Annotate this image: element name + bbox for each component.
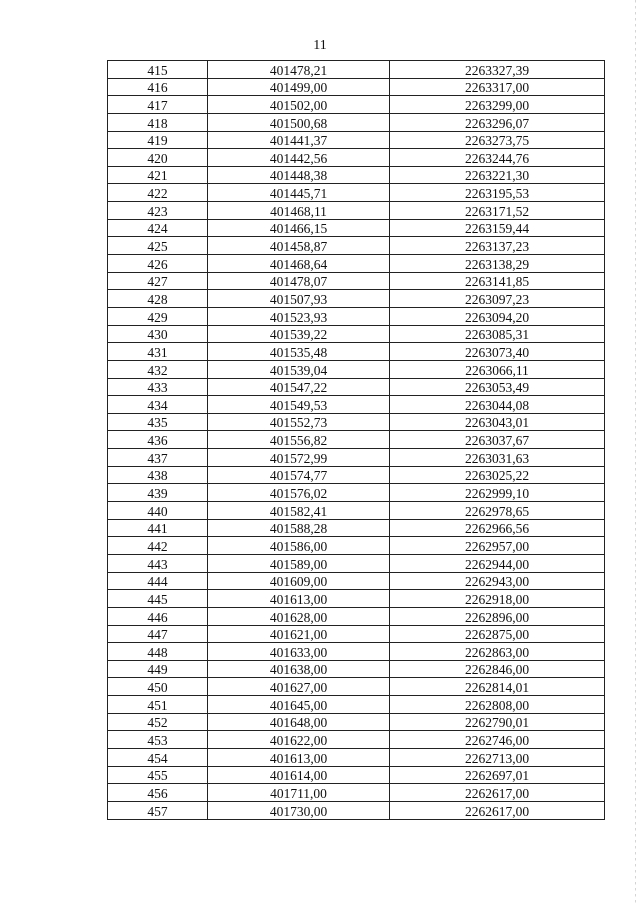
- table-row: [108, 272, 605, 290]
- table-row: [108, 78, 605, 96]
- table-row: [108, 554, 605, 572]
- x-coordinate-cell: 401633,00: [208, 643, 390, 661]
- x-coordinate-cell: 401621,00: [208, 625, 390, 643]
- y-coordinate-cell: 2263043,01: [390, 413, 605, 431]
- table-row: [108, 625, 605, 643]
- point-number-cell: 425: [108, 237, 208, 255]
- x-coordinate-cell: 401502,00: [208, 96, 390, 114]
- x-coordinate-cell: 401445,71: [208, 184, 390, 202]
- table-row: [108, 255, 605, 273]
- point-number-cell: 446: [108, 607, 208, 625]
- point-number-cell: 427: [108, 272, 208, 290]
- x-coordinate-cell: 401547,22: [208, 378, 390, 396]
- x-coordinate-cell: 401628,00: [208, 607, 390, 625]
- x-coordinate-cell: 401711,00: [208, 784, 390, 802]
- y-coordinate-cell: 2262863,00: [390, 643, 605, 661]
- table-row: [108, 484, 605, 502]
- point-number-cell: 429: [108, 307, 208, 325]
- x-coordinate-cell: 401576,02: [208, 484, 390, 502]
- y-coordinate-cell: 2263073,40: [390, 343, 605, 361]
- x-coordinate-cell: 401622,00: [208, 731, 390, 749]
- x-coordinate-cell: 401638,00: [208, 660, 390, 678]
- x-coordinate-cell: 401589,00: [208, 554, 390, 572]
- x-coordinate-cell: 401499,00: [208, 78, 390, 96]
- point-number-cell: 418: [108, 113, 208, 131]
- y-coordinate-cell: 2262944,00: [390, 554, 605, 572]
- table-row: [108, 572, 605, 590]
- table-row: [108, 61, 605, 79]
- point-number-cell: 428: [108, 290, 208, 308]
- table-row: [108, 660, 605, 678]
- table-row: [108, 396, 605, 414]
- x-coordinate-cell: 401645,00: [208, 696, 390, 714]
- y-coordinate-cell: 2262978,65: [390, 502, 605, 520]
- y-coordinate-cell: 2263025,22: [390, 466, 605, 484]
- x-coordinate-cell: 401441,37: [208, 131, 390, 149]
- table-row: [108, 202, 605, 220]
- x-coordinate-cell: 401586,00: [208, 537, 390, 555]
- x-coordinate-cell: 401468,64: [208, 255, 390, 273]
- x-coordinate-cell: 401614,00: [208, 766, 390, 784]
- y-coordinate-cell: 2263296,07: [390, 113, 605, 131]
- y-coordinate-cell: 2262918,00: [390, 590, 605, 608]
- point-number-cell: 453: [108, 731, 208, 749]
- table-row: [108, 678, 605, 696]
- point-number-cell: 432: [108, 360, 208, 378]
- y-coordinate-cell: 2263094,20: [390, 307, 605, 325]
- x-coordinate-cell: 401507,93: [208, 290, 390, 308]
- page-number: 11: [313, 38, 327, 53]
- y-coordinate-cell: 2263138,29: [390, 255, 605, 273]
- table-row: [108, 643, 605, 661]
- table-row: [108, 748, 605, 766]
- point-number-cell: 447: [108, 625, 208, 643]
- table-row: [108, 607, 605, 625]
- x-coordinate-cell: 401613,00: [208, 590, 390, 608]
- x-coordinate-cell: 401539,04: [208, 360, 390, 378]
- point-number-cell: 434: [108, 396, 208, 414]
- y-coordinate-cell: 2263195,53: [390, 184, 605, 202]
- point-number-cell: 456: [108, 784, 208, 802]
- y-coordinate-cell: 2262808,00: [390, 696, 605, 714]
- x-coordinate-cell: 401572,99: [208, 449, 390, 467]
- x-coordinate-cell: 401539,22: [208, 325, 390, 343]
- point-number-cell: 457: [108, 801, 208, 819]
- x-coordinate-cell: 401588,28: [208, 519, 390, 537]
- point-number-cell: 438: [108, 466, 208, 484]
- y-coordinate-cell: 2262875,00: [390, 625, 605, 643]
- point-number-cell: 444: [108, 572, 208, 590]
- y-coordinate-cell: 2263044,08: [390, 396, 605, 414]
- y-coordinate-cell: 2262617,00: [390, 801, 605, 819]
- x-coordinate-cell: 401574,77: [208, 466, 390, 484]
- table-row: [108, 784, 605, 802]
- table-row: [108, 325, 605, 343]
- table-row: [108, 713, 605, 731]
- point-number-cell: 435: [108, 413, 208, 431]
- point-number-cell: 415: [108, 61, 208, 79]
- point-number-cell: 455: [108, 766, 208, 784]
- point-number-cell: 449: [108, 660, 208, 678]
- y-coordinate-cell: 2263159,44: [390, 219, 605, 237]
- table-row: [108, 696, 605, 714]
- point-number-cell: 439: [108, 484, 208, 502]
- table-row: [108, 184, 605, 202]
- coordinates-table-body: [108, 61, 605, 820]
- point-number-cell: 431: [108, 343, 208, 361]
- y-coordinate-cell: 2263031,63: [390, 449, 605, 467]
- point-number-cell: 417: [108, 96, 208, 114]
- y-coordinate-cell: 2263066,11: [390, 360, 605, 378]
- x-coordinate-cell: 401535,48: [208, 343, 390, 361]
- x-coordinate-cell: 401609,00: [208, 572, 390, 590]
- point-number-cell: 424: [108, 219, 208, 237]
- y-coordinate-cell: 2263317,00: [390, 78, 605, 96]
- x-coordinate-cell: 401552,73: [208, 413, 390, 431]
- table-row: [108, 766, 605, 784]
- table-row: [108, 537, 605, 555]
- x-coordinate-cell: 401582,41: [208, 502, 390, 520]
- y-coordinate-cell: 2263137,23: [390, 237, 605, 255]
- point-number-cell: 440: [108, 502, 208, 520]
- table-row: [108, 343, 605, 361]
- x-coordinate-cell: 401466,15: [208, 219, 390, 237]
- point-number-cell: 445: [108, 590, 208, 608]
- point-number-cell: 441: [108, 519, 208, 537]
- table-row: [108, 431, 605, 449]
- y-coordinate-cell: 2263299,00: [390, 96, 605, 114]
- y-coordinate-cell: 2262846,00: [390, 660, 605, 678]
- y-coordinate-cell: 2262896,00: [390, 607, 605, 625]
- y-coordinate-cell: 2262966,56: [390, 519, 605, 537]
- point-number-cell: 451: [108, 696, 208, 714]
- point-number-cell: 422: [108, 184, 208, 202]
- coordinates-table: [107, 60, 605, 820]
- table-row: [108, 449, 605, 467]
- table-row: [108, 801, 605, 819]
- y-coordinate-cell: 2262713,00: [390, 748, 605, 766]
- table-row: [108, 166, 605, 184]
- table-row: [108, 113, 605, 131]
- table-row: [108, 502, 605, 520]
- point-number-cell: 420: [108, 149, 208, 167]
- y-coordinate-cell: 2262790,01: [390, 713, 605, 731]
- y-coordinate-cell: 2263273,75: [390, 131, 605, 149]
- table-row: [108, 149, 605, 167]
- table-row: [108, 378, 605, 396]
- point-number-cell: 454: [108, 748, 208, 766]
- point-number-cell: 421: [108, 166, 208, 184]
- point-number-cell: 419: [108, 131, 208, 149]
- point-number-cell: 448: [108, 643, 208, 661]
- x-coordinate-cell: 401500,68: [208, 113, 390, 131]
- y-coordinate-cell: 2262957,00: [390, 537, 605, 555]
- point-number-cell: 436: [108, 431, 208, 449]
- y-coordinate-cell: 2263085,31: [390, 325, 605, 343]
- y-coordinate-cell: 2262746,00: [390, 731, 605, 749]
- table-row: [108, 360, 605, 378]
- point-number-cell: 426: [108, 255, 208, 273]
- x-coordinate-cell: 401478,07: [208, 272, 390, 290]
- x-coordinate-cell: 401448,38: [208, 166, 390, 184]
- point-number-cell: 442: [108, 537, 208, 555]
- y-coordinate-cell: 2262814,01: [390, 678, 605, 696]
- x-coordinate-cell: 401523,93: [208, 307, 390, 325]
- scan-edge-artifact: [635, 0, 636, 905]
- table-row: [108, 466, 605, 484]
- x-coordinate-cell: 401442,56: [208, 149, 390, 167]
- point-number-cell: 443: [108, 554, 208, 572]
- table-row: [108, 237, 605, 255]
- table-row: [108, 96, 605, 114]
- point-number-cell: 437: [108, 449, 208, 467]
- x-coordinate-cell: 401556,82: [208, 431, 390, 449]
- y-coordinate-cell: 2263327,39: [390, 61, 605, 79]
- x-coordinate-cell: 401648,00: [208, 713, 390, 731]
- point-number-cell: 423: [108, 202, 208, 220]
- y-coordinate-cell: 2263221,30: [390, 166, 605, 184]
- x-coordinate-cell: 401613,00: [208, 748, 390, 766]
- table-row: [108, 307, 605, 325]
- y-coordinate-cell: 2263097,23: [390, 290, 605, 308]
- x-coordinate-cell: 401549,53: [208, 396, 390, 414]
- y-coordinate-cell: 2263037,67: [390, 431, 605, 449]
- point-number-cell: 452: [108, 713, 208, 731]
- table-row: [108, 413, 605, 431]
- x-coordinate-cell: 401458,87: [208, 237, 390, 255]
- point-number-cell: 433: [108, 378, 208, 396]
- table-row: [108, 731, 605, 749]
- x-coordinate-cell: 401478,21: [208, 61, 390, 79]
- table-row: [108, 519, 605, 537]
- y-coordinate-cell: 2263244,76: [390, 149, 605, 167]
- y-coordinate-cell: 2262943,00: [390, 572, 605, 590]
- y-coordinate-cell: 2263171,52: [390, 202, 605, 220]
- point-number-cell: 416: [108, 78, 208, 96]
- x-coordinate-cell: 401468,11: [208, 202, 390, 220]
- x-coordinate-cell: 401627,00: [208, 678, 390, 696]
- y-coordinate-cell: 2262617,00: [390, 784, 605, 802]
- y-coordinate-cell: 2262697,01: [390, 766, 605, 784]
- y-coordinate-cell: 2263053,49: [390, 378, 605, 396]
- table-row: [108, 131, 605, 149]
- table-row: [108, 219, 605, 237]
- point-number-cell: 450: [108, 678, 208, 696]
- point-number-cell: 430: [108, 325, 208, 343]
- y-coordinate-cell: 2263141,85: [390, 272, 605, 290]
- y-coordinate-cell: 2262999,10: [390, 484, 605, 502]
- table-row: [108, 590, 605, 608]
- x-coordinate-cell: 401730,00: [208, 801, 390, 819]
- table-row: [108, 290, 605, 308]
